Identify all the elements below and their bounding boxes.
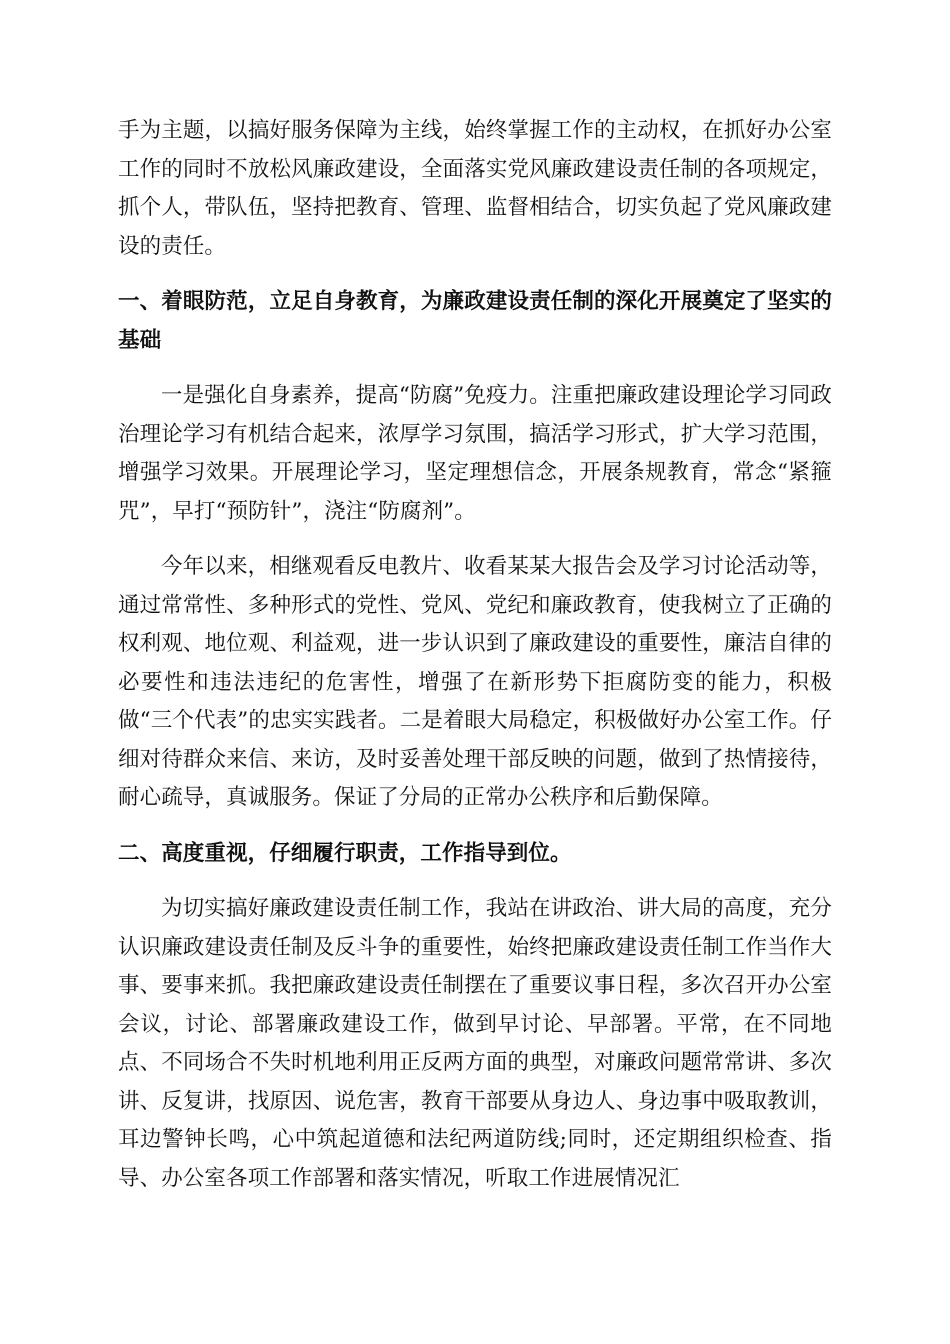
section-heading-1: 一、着眼防范，立足自身教育，为廉政建设责任制的深化开展奠定了坚实的基础 xyxy=(118,289,832,353)
body-paragraph-continued: 手为主题，以搞好服务保障为主线，始终掌握工作的主动权，在抓好办公室工作的同时不放松风廉政建设，全面落实党风廉政建设责任制的各项规定，抓个人，带队伍，坚持把教育、管理、监督相结合，切实负起了党风廉政建设的责任。 xyxy=(118,118,832,259)
body-paragraph: 为切实搞好廉政建设责任制工作，我站在讲政治、讲大局的高度，充分认识廉政建设责任制及反斗争的重要性，始终把廉政建设责任制工作当作大事、要事来抓。我把廉政建设责任制摆在了重要议事日程，多次召开办公室会议，讨论、部署廉政建设工作，做到早讨论、早部署。平常，在不同地点、不同场合不失时机地利用正反两方面的典型，对廉政问题常常讲、多次讲、反复讲，找原因、说危害，教育干部要从身边人、身边事中吸取教训，耳边警钟长鸣，心中筑起道德和法纪两道防线;同时，还定期组织检查、指导、办公室各项工作部署和落实情况，听取工作进展情况汇 xyxy=(118,896,832,1191)
body-paragraph: 一是强化自身素养，提高“防腐”免疫力。注重把廉政建设理论学习同政治理论学习有机结合起来，浓厚学习氛围，搞活学习形式，扩大学习范围，增强学习效果。开展理论学习，坚定理想信念，开展条规教育，常念“紧箍咒”，早打“预防针”，浇注“防腐剂”。 xyxy=(118,383,832,524)
section-heading-2: 二、高度重视，仔细履行职责，工作指导到位。 xyxy=(118,840,572,866)
document-page xyxy=(118,112,832,1198)
body-paragraph: 今年以来，相继观看反电教片、收看某某大报告会及学习讨论活动等，通过常常性、多种形式的党性、党风、党纪和廉政教育，使我树立了正确的权利观、地位观、利益观，进一步认识到了廉政建设的重要性，廉洁自律的必要性和违法违纪的危害性，增强了在新形势下拒腐防变的能力，积极做“三个代表”的忠实实践者。二是着眼大局稳定，积极做好办公室工作。仔细对待群众来信、来访，及时妥善处理干部反映的问题，做到了热情接待，耐心疏导，真诚服务。保证了分局的正常办公秩序和后勤保障。 xyxy=(118,554,832,810)
